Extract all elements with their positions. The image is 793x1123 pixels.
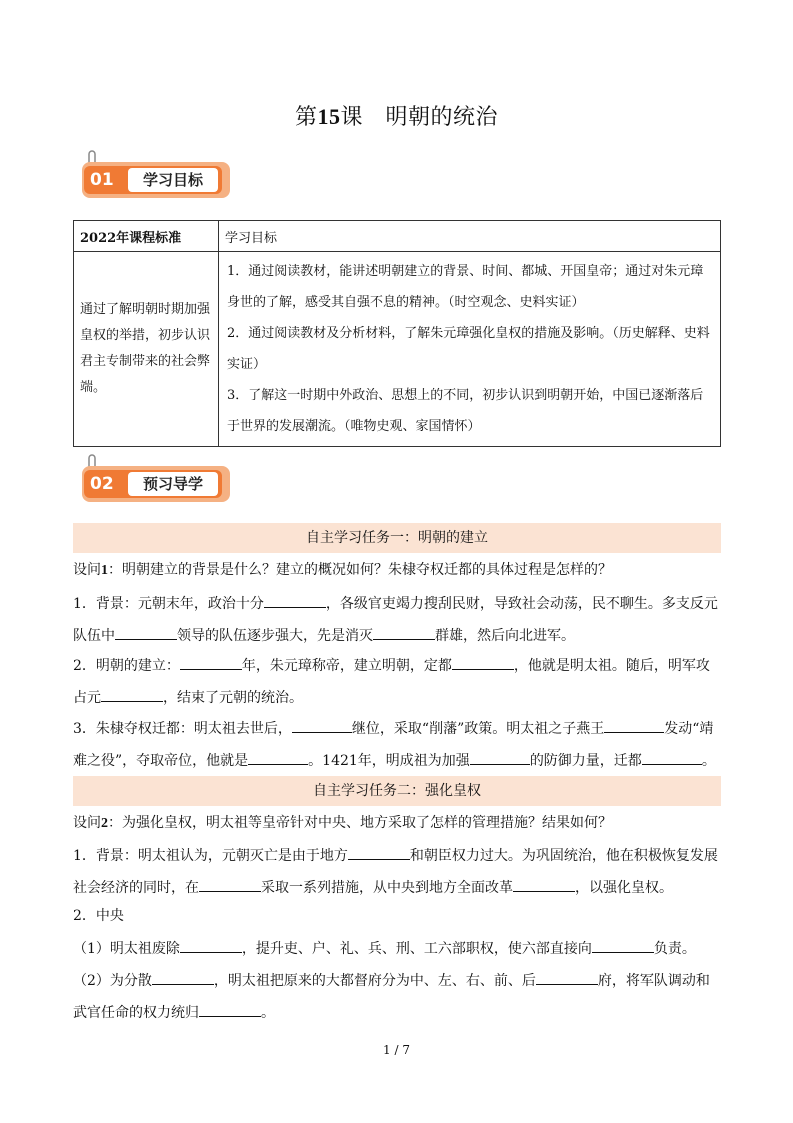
fill-blank[interactable]	[592, 938, 654, 953]
section-number: 02	[90, 474, 114, 494]
paragraph: 2．中央	[73, 908, 124, 924]
paragraph: 3．朱棣夺权迁都：明太祖去世后， 继位，采取“削藩”政策。明太祖之子燕王 发动“靖难之役”，夺取帝位，他就是 。1421年，明成祖为加强 的防御力量，迁都 。	[73, 713, 721, 777]
section-label: 预习导学	[128, 472, 218, 496]
goal-item: 1．通过阅读教材，能讲述明朝建立的背景、时间、都城、开国皇帝；通过对朱元璋身世的了解，感受其自强不息的精神。（时空观念、史料实证）	[227, 264, 704, 310]
fill-blank[interactable]	[470, 750, 530, 765]
goals-cell	[219, 252, 721, 447]
page-title: 第15课 明朝的统治	[294, 104, 499, 130]
fill-blank[interactable]	[199, 877, 261, 892]
fill-blank[interactable]	[513, 877, 575, 892]
table-header-standard: 2022年课程标准	[74, 221, 219, 252]
fill-blank[interactable]	[264, 593, 326, 608]
paragraph: 1．背景：元朝末年，政治十分 ，各级官吏竭力搜刮民财，导致社会动荡，民不聊生。多支反元队伍中 领导的队伍逐步强大，先是消灭 群雄，然后向北进军。	[73, 588, 721, 652]
fill-blank[interactable]	[101, 687, 163, 702]
fill-blank[interactable]	[180, 655, 242, 670]
section-number: 01	[90, 170, 114, 190]
fill-blank[interactable]	[642, 750, 702, 765]
goals-table	[73, 220, 721, 447]
fill-blank[interactable]	[115, 625, 177, 640]
fill-blank[interactable]	[292, 718, 352, 733]
fill-blank[interactable]	[199, 1002, 261, 1017]
task-heading: 自主学习任务二：强化皇权	[73, 776, 721, 806]
paragraph: 2．明朝的建立： 年，朱元璋称帝，建立明朝，定都 ，他就是明太祖。随后，明军攻占元 ，结束了元朝的统治。	[73, 650, 721, 714]
task-heading: 自主学习任务一：明朝的建立	[73, 523, 721, 553]
fill-blank[interactable]	[180, 938, 242, 953]
fill-blank[interactable]	[452, 655, 514, 670]
paragraph: （2）为分散 ，明太祖把原来的大都督府分为中、左、右、前、后 府，将军队调动和武官任命的权力统归 。	[73, 965, 721, 1029]
question: 设问2：为强化皇权，明太祖等皇帝针对中央、地方采取了怎样的管理措施？结果如何？	[73, 815, 612, 831]
question: 设问1：明朝建立的背景是什么？建立的概况如何？朱棣夺权迁都的具体过程是怎样的？	[73, 562, 612, 578]
fill-blank[interactable]	[604, 718, 664, 733]
paragraph: 1．背景：明太祖认为，元朝灭亡是由于地方 和朝臣权力过大。为巩固统治，他在积极恢复发展社会经济的同时，在 采取一系列措施，从中央到地方全面改革 ，以强化皇权。	[73, 840, 721, 904]
fill-blank[interactable]	[348, 845, 410, 860]
goal-item: 3．了解这一时期中外政治、思想上的不同，初步认识到明朝开始，中国已逐渐落后于世界的发展潮流。（唯物史观、家国情怀）	[227, 388, 704, 434]
section-label: 学习目标	[128, 168, 218, 192]
section-badge-goals	[80, 148, 235, 210]
fill-blank[interactable]	[373, 625, 435, 640]
fill-blank[interactable]	[152, 970, 214, 985]
goal-item: 2．通过阅读教材及分析材料，了解朱元璋强化皇权的措施及影响。（历史解释、史料实证）	[227, 326, 710, 372]
fill-blank[interactable]	[536, 970, 598, 985]
section-badge-preview	[80, 452, 235, 514]
standard-cell: 通过了解明朝时期加强皇权的举措，初步认识君主专制带来的社会弊端。	[74, 252, 219, 447]
fill-blank[interactable]	[248, 750, 308, 765]
table-header-goals: 学习目标	[219, 221, 721, 252]
paragraph: （1）明太祖废除 ，提升吏、户、礼、兵、刑、工六部职权，使六部直接向 负责。	[73, 933, 721, 965]
page-number: 1 / 7	[383, 1043, 410, 1057]
